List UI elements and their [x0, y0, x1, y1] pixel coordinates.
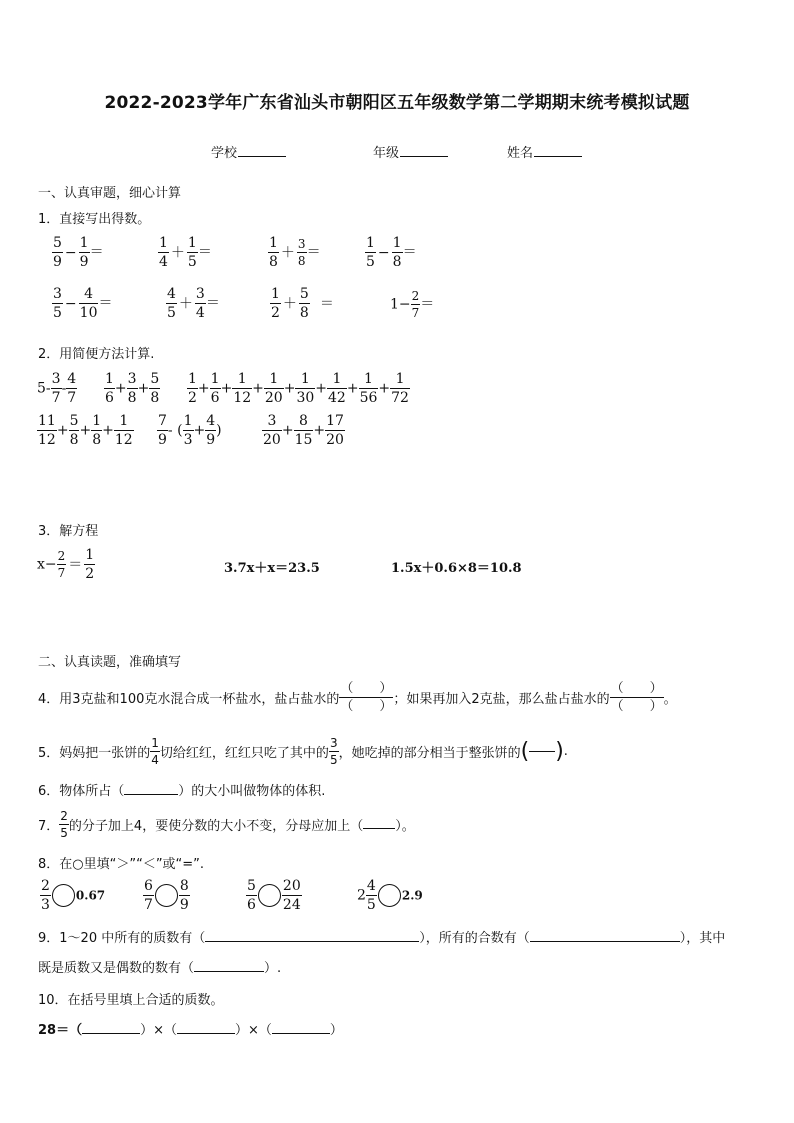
q2-expr-5: $\frac{7}{9}$ - ( $\frac{1}{3}$ + $\frac{4}{9}$ ) [158, 413, 222, 448]
question-4: 4．用3克盐和100克水混合成一杯盐水，盐占盐水的 $\frac{( )}{( )}$ ；如果再加入2克盐，那么盐占盐水的 $\frac{( )}{( )}$ 。 [38, 681, 677, 714]
question-7: 7． $\frac{2}{5}$ 的分子加上4，要使分数的大小不变，分母应加上（ ）。 [38, 809, 415, 840]
question-5: 5．妈妈把一张饼的 $\frac{1}{4}$ 切给红红，红红只吃了其中的 $\frac{3}{5}$ ，她吃掉的部分相当于整张饼的( ). [38, 736, 568, 767]
compare-circle[interactable] [155, 884, 178, 907]
school-field: 学校 [211, 142, 286, 161]
question-9-line-2: 既是质数又是偶数的数有（ ）. [38, 961, 282, 976]
compare-circle[interactable] [378, 884, 401, 907]
q10-answer-line: 28＝（ ）×（ ）×（ ） [38, 1023, 343, 1038]
question-9-line-1: 9．1～20 中所有的质数有（ ），所有的合数有（ ），其中 [38, 931, 726, 946]
compare-circle[interactable] [52, 884, 75, 907]
section-1-heading: 一、认真审题，细心计算 [38, 186, 182, 201]
page-title: 2022-2023学年广东省汕头市朝阳区五年级数学第二学期期末统考模拟试题 [104, 93, 690, 113]
q2-expr-6: $\frac{3}{20}$ + $\frac{8}{15}$ + $\frac{17}{20}$ [263, 413, 344, 448]
q1-item-4: $\frac{1}{5}$ − $\frac{1}{8}$ ＝ [366, 235, 417, 270]
q3-equation-2: 3.7x＋x＝23.5 [224, 561, 320, 576]
grade-field: 年级 [373, 142, 448, 161]
q2-expr-2: $\frac{1}{6}$ + $\frac{3}{8}$ + $\frac{5}{8}$ [105, 371, 160, 406]
q3-equation-3: 1.5x＋0.6×8＝10.8 [391, 561, 522, 576]
q1-item-8: 1− $\frac{2}{7}$ ＝ [390, 289, 435, 320]
name-field: 姓名 [507, 142, 582, 161]
compare-circle[interactable] [258, 884, 281, 907]
q3-equation-1: x− $\frac{2}{7}$ ＝ $\frac{1}{2}$ [37, 547, 95, 582]
q2-expr-1: 5- $\frac{3}{7}$ - $\frac{4}{7}$ [37, 371, 77, 406]
q1-item-1: $\frac{5}{9}$ − $\frac{1}{9}$ ＝ [53, 235, 104, 270]
question-6: 6．物体所占（ ）的大小叫做物体的体积. [38, 784, 326, 799]
question-8-label: 8．在○里填“＞”“＜”或“=”. [38, 857, 205, 872]
q2-expr-4: $\frac{11}{12}$ + $\frac{5}{8}$ + $\frac{1}{8}$ + $\frac{1}{12}$ [38, 413, 133, 448]
question-2-label: 2．用简便方法计算. [38, 347, 155, 362]
question-3-label: 3．解方程 [38, 524, 99, 539]
question-1-label: 1．直接写出得数。 [38, 212, 151, 227]
q1-item-6: $\frac{4}{5}$ ＋ $\frac{3}{4}$ ＝ [167, 286, 220, 321]
q1-item-5: $\frac{3}{5}$ − $\frac{4}{10}$ ＝ [53, 286, 113, 321]
q1-item-7: $\frac{1}{2}$ ＋ $\frac{5}{8}$ ＝ [271, 286, 334, 321]
q8-compare-3: $\frac{5}{6}$ $\frac{20}{24}$ [247, 878, 301, 913]
q8-compare-1: $\frac{2}{3}$ 0.67 [41, 878, 106, 913]
q8-compare-4: 2 $\frac{4}{5}$ 2.9 [357, 878, 423, 913]
q1-item-2: $\frac{1}{4}$ ＋ $\frac{1}{5}$ ＝ [159, 235, 212, 270]
section-2-heading: 二、认真读题，准确填写 [38, 655, 182, 670]
q1-item-3: $\frac{1}{8}$ ＋ $\frac{3}{8}$ ＝ [269, 235, 321, 270]
question-10-label: 10．在括号里填上合适的质数。 [38, 993, 224, 1008]
q8-compare-2: $\frac{6}{7}$ $\frac{8}{9}$ [144, 878, 189, 913]
q2-expr-3: $\frac{1}{2}$ + $\frac{1}{6}$ + $\frac{1}{12}$ + $\frac{1}{20}$ + $\frac{1}{30}$ + $\frac{1}{42}$ + $\frac{1}{56}$ + $\frac{1}{72}$ [188, 371, 409, 406]
